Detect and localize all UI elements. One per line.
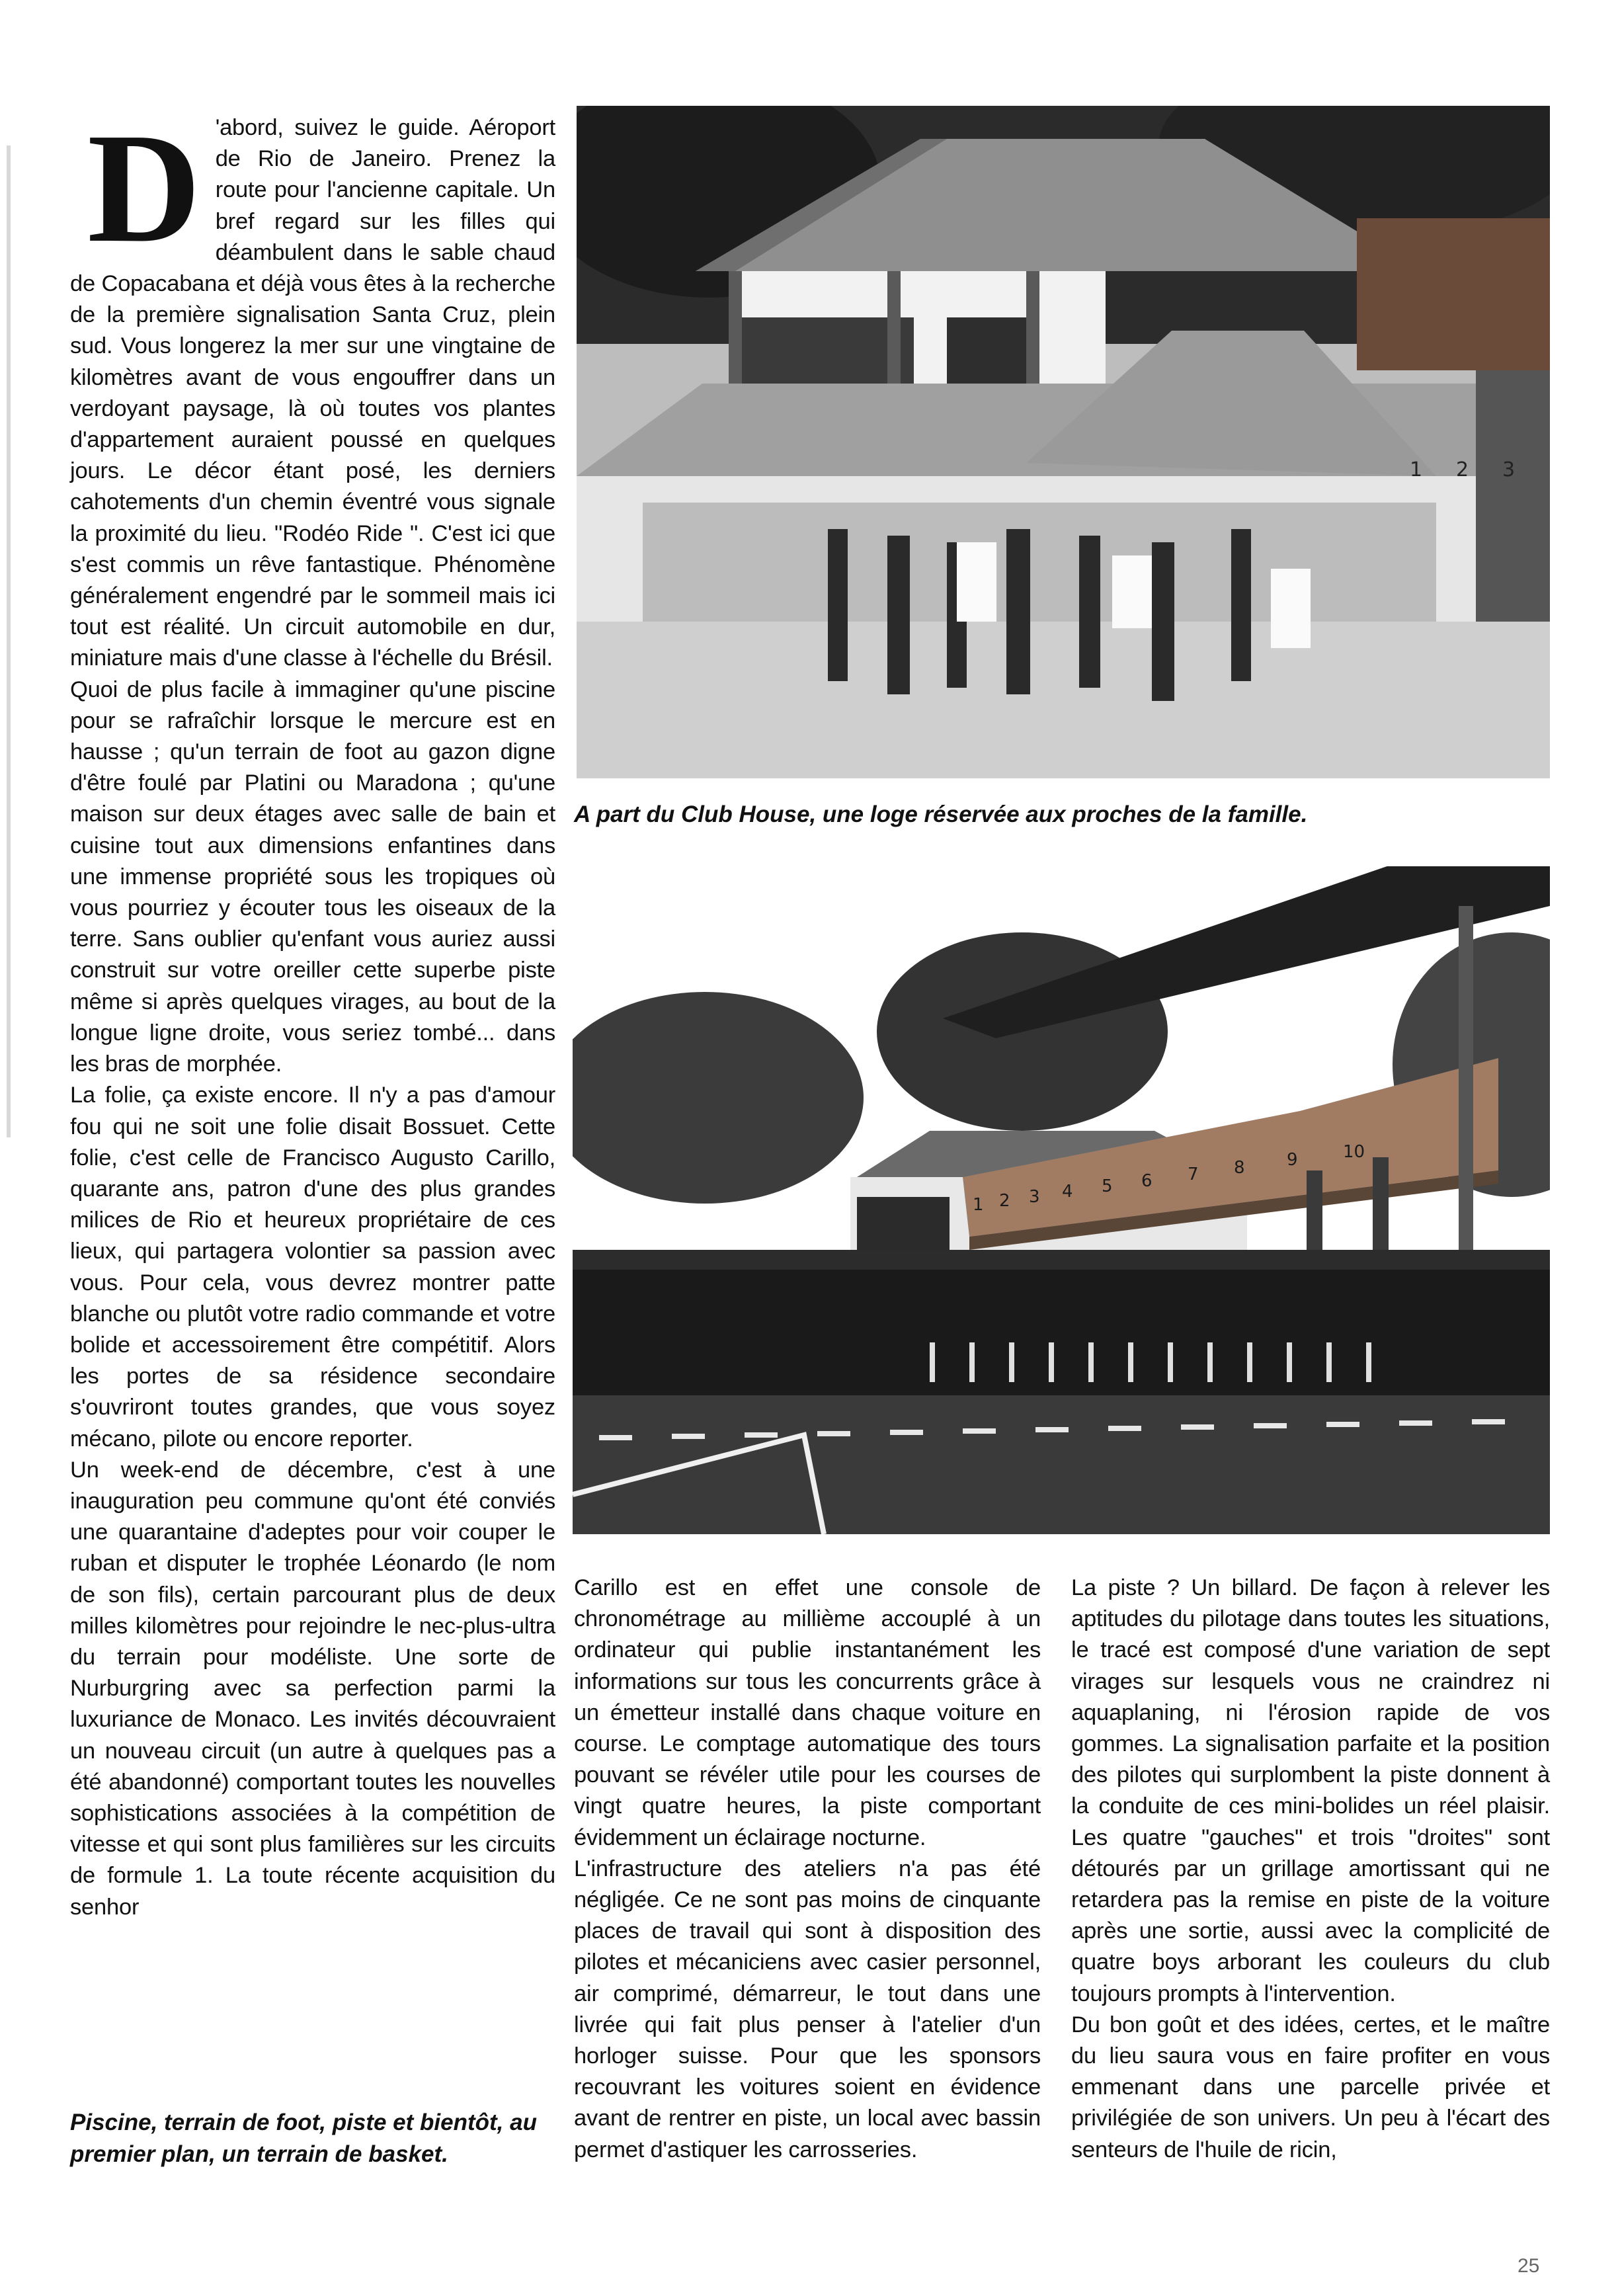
dropcap-letter: D	[87, 101, 201, 275]
article-column-3	[1071, 1573, 1550, 2166]
caption-basket: Piscine, terrain de foot, piste et bientôt, au premier plan, un terrain de basket.	[70, 2110, 537, 2167]
photo-club-house	[577, 106, 1550, 778]
article-paragraph: L'infrastructure des ateliers n'a pas été négligée. Ce ne sont pas moins de cinquante places de travail qui sont à disposition des pilotes et mécaniciens avec casier personnel, air comprimé, démarreur, le tout dans une livrée qui fait plus penser à l'atelier d'un horloger suisse. Pour que les sponsors recouvrant les voitures soient en évidence avant de rentrer en piste, un local avec bassin permet d'astiquer les carrosseries.	[574, 1856, 1041, 2162]
caption-club-house: A part du Club House, une loge réservée aux proches de la famille.	[574, 801, 1308, 827]
pit-panel-number: 8	[1234, 1158, 1245, 1178]
article-paragraph: Un week-end de décembre, c'est à une inauguration peu commune qu'ont été conviés une quarantaine d'adeptes pour voir couper le ruban et disputer le trophée Léonardo (le nom de son fils), certain parcourant plus de deux milles kilomètres pour rejoindre le nec-plus-ultra du terrain pour modéliste. Une sorte de Nurburgring avec sa perfection parmi la luxuriance de Monaco. Les invités découvraient un nouveau circuit (un autre à quelques pas a été abandonné) comportant toutes les nouvelles sophistications associées à la compétition de vitesse et qui sont plus familières sur les circuits de formule 1. La toute récente acquisition du senhor	[70, 1457, 555, 1920]
photo-pit-stand	[573, 866, 1550, 1534]
pit-panel-number: 1	[973, 1195, 984, 1215]
clubhouse-sign-number: 3	[1502, 458, 1516, 481]
pit-panel-number: 10	[1343, 1142, 1365, 1162]
pit-panel-number: 3	[1029, 1187, 1040, 1207]
pit-panel-number: 5	[1102, 1176, 1113, 1196]
scan-edge-shadow	[7, 145, 11, 1137]
pit-panel-number: 7	[1188, 1165, 1199, 1184]
pit-panel-number: 4	[1062, 1182, 1073, 1202]
article-column-2	[574, 1573, 1041, 2166]
article-column-1	[70, 101, 555, 1923]
pit-panel-number: 2	[999, 1191, 1010, 1211]
article-paragraph: Carillo est en effet une console de chronométrage au millième accouplé à un ordinateur qui publie instantanément les informations sur tous les concurrents grâce à un émetteur installé dans chaque voiture en course. Le comptage automatique des tours pouvant se révéler utile pour les courses de vingt quatre heures, la piste comportant évidemment un éclairage nocturne.	[574, 1575, 1041, 1850]
article-paragraph: La piste ? Un billard. De façon à relever les aptitudes du pilotage dans toutes les situations, le tracé est composé d'une variation de sept virages sur lesquels vous ne craindrez ni aquaplaning, ni l'érosion rapide de vos gommes. La signalisation parfaite et la position des pilotes qui surplombent la piste donnent à la conduite de ces mini-bolides un réel plaisir. Les quatre "gauches" et trois "droites" sont détourés par un grillage amortissant qui ne retardera pas la remise en piste de la voiture après une sortie, aussi avec la complicité de quatre boys arborant les couleurs du club toujours prompts à l'intervention.	[1071, 1575, 1550, 2006]
pit-panel-number: 9	[1287, 1150, 1298, 1170]
article-paragraph	[70, 101, 555, 675]
paragraph-text: 'abord, suivez le guide. Aéroport de Rio de Janeiro. Prenez la route pour l'ancienne capitale. Un bref regard sur les filles qui déambulent dans le sable chaud de Copacabana et déjà vous êtes à la recherche de la première signalisation Santa Cruz, plein sud. Vous longerez la mer sur une vingtaine de kilomètres avant de vous engouffrer dans un verdoyant paysage, là où toutes vos plantes d'appartement auraient poussé en quelques jours. Le décor étant posé, les derniers cahotements d'un chemin éventré vous signale la proximité du lieu. "Rodéo Ride ". C'est ici que s'est commis un rêve fantastique. Phénomène généralement engendré par le sommeil mais ici tout est réalité. Un circuit automobile en dur, miniature mais d'une classe à l'échelle du Brésil.	[70, 115, 555, 671]
clubhouse-sign-number: 2	[1456, 458, 1469, 481]
article-paragraph: Quoi de plus facile à immaginer qu'une piscine pour se rafraîchir lorsque le mercure est en hausse ; qu'un terrain de foot au gazon digne d'être foulé par Platini ou Maradona ; qu'une maison sur deux étages avec salle de bain et cuisine tout aux dimensions enfantines dans une immense propriété sous les tropiques où vous pourriez y écouter tous les oiseaux de la terre. Sans oublier qu'enfant vous auriez aussi construit sur votre oreiller cette superbe piste même si après quelques virages, au bout de la longue ligne droite, vous seriez tombé... dans les bras de morphée.	[70, 676, 555, 1077]
clubhouse-sign-number: 1	[1410, 458, 1423, 481]
page-number: 25	[1518, 2255, 1540, 2277]
article-paragraph: Du bon goût et des idées, certes, et le maître du lieu saura vous en faire profiter en vous emmenant dans une parcelle privée et privilégiée de son univers. Un peu à l'écart des senteurs de l'huile de ricin,	[1071, 2012, 1550, 2162]
article-paragraph: La folie, ça existe encore. Il n'y a pas d'amour fou qui ne soit une folie disait Bossuet. Cette folie, c'est celle de Francisco Augusto Carillo, quarante ans, patron d'une des plus grandes milices de Rio et heureux propriétaire de ces lieux, qui partagera volontier sa passion avec vous. Pour cela, vous devrez montrer patte blanche ou plutôt votre radio commande et votre bolide et accessoirement être compétitif. Alors les portes de sa résidence secondaire s'ouvriront toutes grandes, que vous soyez mécano, pilote ou encore reporter.	[70, 1083, 555, 1452]
pit-panel-number: 6	[1141, 1171, 1153, 1191]
